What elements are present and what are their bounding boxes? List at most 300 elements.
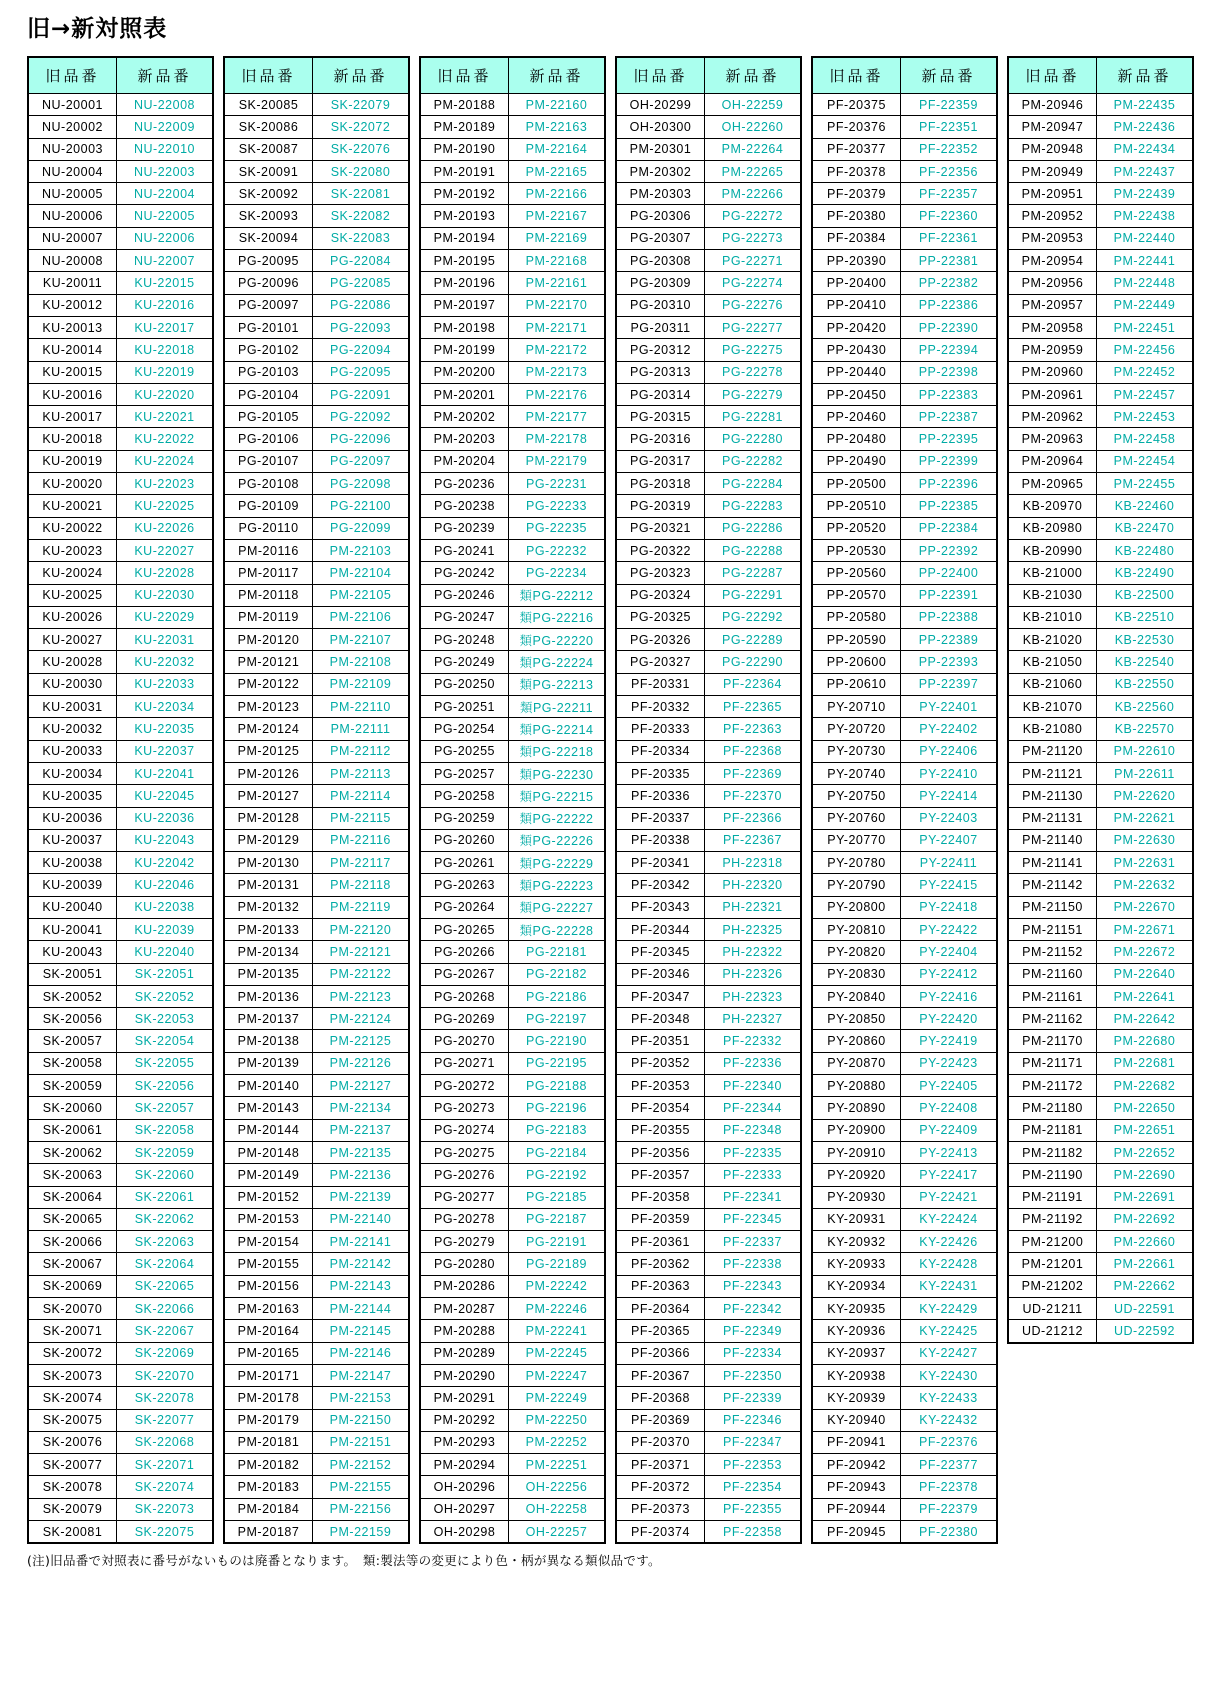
table-row — [812, 1119, 997, 1141]
old-part-number: PM-20964 — [1008, 450, 1097, 472]
old-part-number: SK-20094 — [224, 227, 313, 249]
table-row — [224, 1231, 409, 1253]
header-row — [616, 57, 801, 94]
old-part-number: PM-20148 — [224, 1141, 313, 1163]
table-row — [420, 918, 605, 940]
page-title: 旧→新対照表 — [27, 16, 168, 42]
old-part-number: PM-20946 — [1008, 94, 1097, 116]
old-part-number: KB-21060 — [1008, 673, 1097, 695]
table-row — [224, 1364, 409, 1386]
new-part-number: PF-22333 — [705, 1164, 802, 1186]
new-part-number: KU-22029 — [117, 606, 214, 628]
old-part-number: PM-21121 — [1008, 762, 1097, 784]
new-part-number: PM-22107 — [313, 629, 410, 651]
new-part-number: 類PG-22212 — [509, 584, 606, 606]
old-part-number: PF-20365 — [616, 1320, 705, 1342]
new-part-number: SK-22053 — [117, 1008, 214, 1030]
new-part-number: PG-22085 — [313, 272, 410, 294]
table-row — [420, 1364, 605, 1386]
new-part-number: PM-22118 — [313, 874, 410, 896]
new-part-number: PM-22113 — [313, 762, 410, 784]
old-part-number: PF-20348 — [616, 1008, 705, 1030]
table-row — [28, 696, 213, 718]
old-part-number: PF-20376 — [812, 116, 901, 138]
old-part-number: PG-20319 — [616, 495, 705, 517]
new-part-number: KY-22429 — [901, 1298, 998, 1320]
table-row — [1008, 227, 1193, 249]
table-row — [1008, 762, 1193, 784]
table-row — [224, 1208, 409, 1230]
new-part-number: KB-22500 — [1097, 584, 1194, 606]
new-part-number: PM-22265 — [705, 160, 802, 182]
new-part-number: PG-22231 — [509, 473, 606, 495]
old-part-number: PM-20179 — [224, 1409, 313, 1431]
new-part-number: KU-22035 — [117, 718, 214, 740]
old-part-number: PM-20117 — [224, 562, 313, 584]
old-part-number: PG-20246 — [420, 584, 509, 606]
new-part-number: PP-22384 — [901, 517, 998, 539]
new-part-number: PH-22320 — [705, 874, 802, 896]
new-part-number: PM-22241 — [509, 1320, 606, 1342]
old-part-number: PY-20920 — [812, 1164, 901, 1186]
table-row — [812, 1164, 997, 1186]
new-part-number: PG-22186 — [509, 985, 606, 1007]
new-part-number: PM-22139 — [313, 1186, 410, 1208]
new-part-number: PH-22323 — [705, 985, 802, 1007]
old-part-number: PF-20371 — [616, 1454, 705, 1476]
table-row — [616, 1275, 801, 1297]
old-part-number: KU-20016 — [28, 383, 117, 405]
new-part-number: PM-22170 — [509, 294, 606, 316]
new-part-number: PM-22680 — [1097, 1030, 1194, 1052]
table-row — [224, 250, 409, 272]
old-part-number: PF-20373 — [616, 1498, 705, 1520]
table-row — [812, 160, 997, 182]
old-part-number: PM-20140 — [224, 1075, 313, 1097]
new-part-number: PM-22152 — [313, 1454, 410, 1476]
table-row — [420, 495, 605, 517]
old-part-number: KU-20034 — [28, 762, 117, 784]
old-part-number: PF-20354 — [616, 1097, 705, 1119]
table-row — [1008, 963, 1193, 985]
table-row — [28, 1141, 213, 1163]
old-part-number: PM-20302 — [616, 160, 705, 182]
new-part-number: PM-22137 — [313, 1119, 410, 1141]
new-part-number: PG-22098 — [313, 473, 410, 495]
new-part-number-header: 新品番 — [1097, 57, 1194, 94]
table-row — [812, 1097, 997, 1119]
table-row — [224, 651, 409, 673]
table-row — [1008, 361, 1193, 383]
old-part-number: PF-20363 — [616, 1275, 705, 1297]
new-part-number: SK-22055 — [117, 1052, 214, 1074]
new-part-number: PM-22435 — [1097, 94, 1194, 116]
table-row — [1008, 1186, 1193, 1208]
table-row — [224, 762, 409, 784]
new-part-number: PM-22143 — [313, 1275, 410, 1297]
table-row — [616, 1097, 801, 1119]
table-row — [420, 874, 605, 896]
table-row — [616, 785, 801, 807]
table-row — [28, 562, 213, 584]
table-row — [28, 361, 213, 383]
old-part-number: PG-20102 — [224, 339, 313, 361]
old-part-number: PM-21201 — [1008, 1253, 1097, 1275]
new-part-number: PF-22343 — [705, 1275, 802, 1297]
old-part-number: PM-20149 — [224, 1164, 313, 1186]
new-part-number: SK-22070 — [117, 1364, 214, 1386]
new-part-number: 類PG-22220 — [509, 629, 606, 651]
new-part-number: PM-22142 — [313, 1253, 410, 1275]
table-row — [616, 762, 801, 784]
old-part-number: PY-20860 — [812, 1030, 901, 1052]
new-part-number: KU-22046 — [117, 874, 214, 896]
old-part-number: SK-20072 — [28, 1342, 117, 1364]
table-row — [1008, 1097, 1193, 1119]
table-row — [28, 606, 213, 628]
old-part-number: PF-20336 — [616, 785, 705, 807]
old-part-number: PG-20264 — [420, 896, 509, 918]
old-part-number: PP-20590 — [812, 629, 901, 651]
new-part-number: PM-22168 — [509, 250, 606, 272]
old-part-number: PG-20101 — [224, 316, 313, 338]
old-part-number: PM-20153 — [224, 1208, 313, 1230]
new-part-number: PY-22418 — [901, 896, 998, 918]
table-row — [420, 1342, 605, 1364]
new-part-number: PM-22671 — [1097, 918, 1194, 940]
new-part-number: SK-22051 — [117, 963, 214, 985]
old-part-number: PM-21190 — [1008, 1164, 1097, 1186]
new-part-number: PM-22120 — [313, 918, 410, 940]
old-part-number: PG-20306 — [616, 205, 705, 227]
new-part-number: PM-22106 — [313, 606, 410, 628]
new-part-number: 類PG-22226 — [509, 829, 606, 851]
new-part-number: PF-22376 — [901, 1431, 998, 1453]
old-part-number: PM-20958 — [1008, 316, 1097, 338]
new-part-number: PY-22407 — [901, 829, 998, 851]
new-part-number: PG-22279 — [705, 383, 802, 405]
old-part-number: SK-20081 — [28, 1521, 117, 1544]
old-part-number: PM-20136 — [224, 985, 313, 1007]
old-part-number: PM-20122 — [224, 673, 313, 695]
table-row — [224, 473, 409, 495]
table-row — [812, 227, 997, 249]
new-part-number: PF-22335 — [705, 1141, 802, 1163]
new-part-number: 類PG-22229 — [509, 852, 606, 874]
table-row — [420, 1498, 605, 1520]
old-part-number: PM-20184 — [224, 1498, 313, 1520]
new-part-number: PM-22682 — [1097, 1075, 1194, 1097]
table-row — [224, 629, 409, 651]
old-part-number: PM-20120 — [224, 629, 313, 651]
table-row — [1008, 1208, 1193, 1230]
table-row — [28, 539, 213, 561]
table-row — [812, 606, 997, 628]
footer-note: (注)旧品番で対照表に番号がないものは廃番となります。 類:製法等の変更により色・柄が異なる類似品です。 — [27, 1553, 661, 1569]
table-row — [224, 1030, 409, 1052]
new-part-number: PY-22413 — [901, 1141, 998, 1163]
table-row — [1008, 1298, 1193, 1320]
new-part-number: OH-22260 — [705, 116, 802, 138]
old-part-number: PM-20203 — [420, 428, 509, 450]
new-part-number: KU-22022 — [117, 428, 214, 450]
old-part-number: PG-20110 — [224, 517, 313, 539]
old-part-number: PG-20247 — [420, 606, 509, 628]
old-part-number: SK-20076 — [28, 1431, 117, 1453]
old-part-number: PM-20163 — [224, 1298, 313, 1320]
old-part-number: KY-20934 — [812, 1275, 901, 1297]
old-part-number: PM-20962 — [1008, 406, 1097, 428]
old-part-number: SK-20065 — [28, 1208, 117, 1230]
old-part-number: PM-20290 — [420, 1364, 509, 1386]
table-row — [28, 740, 213, 762]
old-part-number: PF-20361 — [616, 1231, 705, 1253]
old-part-number: PG-20322 — [616, 539, 705, 561]
new-part-number: PM-22141 — [313, 1231, 410, 1253]
new-part-number: KU-22042 — [117, 852, 214, 874]
old-part-number: PM-20156 — [224, 1275, 313, 1297]
old-part-number: PM-21151 — [1008, 918, 1097, 940]
old-part-number: PM-20119 — [224, 606, 313, 628]
table-row — [616, 272, 801, 294]
old-part-number: NU-20007 — [28, 227, 117, 249]
new-part-number: PM-22662 — [1097, 1275, 1194, 1297]
old-part-number: KY-20932 — [812, 1231, 901, 1253]
new-part-number: KU-22039 — [117, 918, 214, 940]
new-part-number: PM-22650 — [1097, 1097, 1194, 1119]
new-part-number: KU-22026 — [117, 517, 214, 539]
new-part-number: NU-22005 — [117, 205, 214, 227]
old-part-number: PP-20580 — [812, 606, 901, 628]
table-row — [1008, 918, 1193, 940]
new-part-number: KU-22021 — [117, 406, 214, 428]
new-part-number: PF-22366 — [705, 807, 802, 829]
old-part-number: PG-20317 — [616, 450, 705, 472]
table-row — [420, 1521, 605, 1544]
table-row — [420, 450, 605, 472]
table-row — [616, 740, 801, 762]
new-part-number: PM-22126 — [313, 1052, 410, 1074]
new-part-number: KB-22480 — [1097, 539, 1194, 561]
new-part-number: SK-22071 — [117, 1454, 214, 1476]
new-part-number: KU-22023 — [117, 473, 214, 495]
new-part-number: PP-22395 — [901, 428, 998, 450]
new-part-number: PF-22355 — [705, 1498, 802, 1520]
old-part-number: SK-20087 — [224, 138, 313, 160]
table-row — [812, 1476, 997, 1498]
new-part-number: KU-22024 — [117, 450, 214, 472]
table-row — [616, 517, 801, 539]
old-part-number: KY-20933 — [812, 1253, 901, 1275]
new-part-number: KY-22430 — [901, 1364, 998, 1386]
table-row — [616, 1409, 801, 1431]
table-row — [28, 450, 213, 472]
new-part-number: KU-22019 — [117, 361, 214, 383]
table-row — [28, 584, 213, 606]
table-row — [812, 896, 997, 918]
table-row — [28, 807, 213, 829]
table-row — [28, 294, 213, 316]
new-part-number: KB-22510 — [1097, 606, 1194, 628]
conversion-table-4 — [615, 56, 802, 1544]
new-part-number: SK-22082 — [313, 205, 410, 227]
table-row — [420, 116, 605, 138]
new-part-number: 類PG-22215 — [509, 785, 606, 807]
table-row — [28, 985, 213, 1007]
new-part-number: PF-22357 — [901, 183, 998, 205]
new-part-number: PG-22182 — [509, 963, 606, 985]
new-part-number: PM-22147 — [313, 1364, 410, 1386]
table-row — [616, 539, 801, 561]
table-row — [812, 1275, 997, 1297]
table-row — [420, 829, 605, 851]
table-row — [224, 1097, 409, 1119]
table-row — [420, 205, 605, 227]
old-part-number: OH-20299 — [616, 94, 705, 116]
table-row — [420, 227, 605, 249]
new-part-number: PM-22117 — [313, 852, 410, 874]
old-part-number: PY-20870 — [812, 1052, 901, 1074]
new-part-number: PG-22271 — [705, 250, 802, 272]
old-part-number: PG-20108 — [224, 473, 313, 495]
old-part-number: PM-20951 — [1008, 183, 1097, 205]
table-row — [616, 94, 801, 116]
new-part-number: PF-22369 — [705, 762, 802, 784]
old-part-number: PY-20790 — [812, 874, 901, 896]
table-row — [616, 1298, 801, 1320]
old-part-number: PM-20135 — [224, 963, 313, 985]
new-part-number: PM-22178 — [509, 428, 606, 450]
table-row — [812, 406, 997, 428]
table-row — [28, 918, 213, 940]
table-row — [28, 1097, 213, 1119]
new-part-number: PM-22454 — [1097, 450, 1194, 472]
old-part-number: PM-20193 — [420, 205, 509, 227]
table-row — [224, 138, 409, 160]
old-part-number: PG-20107 — [224, 450, 313, 472]
old-part-number: PF-20364 — [616, 1298, 705, 1320]
table-row — [420, 740, 605, 762]
table-row — [1008, 160, 1193, 182]
table-row — [812, 1320, 997, 1342]
table-row — [616, 1231, 801, 1253]
table-row — [812, 762, 997, 784]
old-part-number: PM-21130 — [1008, 785, 1097, 807]
new-part-number: PG-22273 — [705, 227, 802, 249]
old-part-number: PF-20944 — [812, 1498, 901, 1520]
new-part-number: PM-22109 — [313, 673, 410, 695]
old-part-number: PM-20155 — [224, 1253, 313, 1275]
old-part-number: OH-20297 — [420, 1498, 509, 1520]
new-part-number: PM-22640 — [1097, 963, 1194, 985]
table-row — [224, 673, 409, 695]
new-part-number: KU-22037 — [117, 740, 214, 762]
new-part-number: PM-22121 — [313, 941, 410, 963]
table-row — [1008, 428, 1193, 450]
old-part-number: PF-20332 — [616, 696, 705, 718]
table-row — [1008, 852, 1193, 874]
table-row — [812, 272, 997, 294]
old-part-number: KU-20025 — [28, 584, 117, 606]
old-part-number: PG-20255 — [420, 740, 509, 762]
new-part-number: PG-22188 — [509, 1075, 606, 1097]
old-part-number: KU-20026 — [28, 606, 117, 628]
old-part-number: PG-20327 — [616, 651, 705, 673]
new-part-number: PF-22348 — [705, 1119, 802, 1141]
table-row — [1008, 584, 1193, 606]
old-part-number: PG-20323 — [616, 562, 705, 584]
table-row — [812, 874, 997, 896]
table-row — [1008, 1008, 1193, 1030]
old-part-number: PM-20198 — [420, 316, 509, 338]
new-part-number: 類PG-22228 — [509, 918, 606, 940]
old-part-number: PG-20274 — [420, 1119, 509, 1141]
table-row — [420, 1409, 605, 1431]
new-part-number: SK-22068 — [117, 1431, 214, 1453]
table-row — [420, 1075, 605, 1097]
table-row — [420, 1119, 605, 1141]
old-part-number: PP-20390 — [812, 250, 901, 272]
new-part-number: PM-22115 — [313, 807, 410, 829]
new-part-number: 類PG-22227 — [509, 896, 606, 918]
table-row — [420, 807, 605, 829]
table-row — [28, 874, 213, 896]
old-part-number: PG-20241 — [420, 539, 509, 561]
table-row — [616, 1498, 801, 1520]
new-part-number: PP-22398 — [901, 361, 998, 383]
old-part-number: PM-20965 — [1008, 473, 1097, 495]
old-part-number: PM-20192 — [420, 183, 509, 205]
old-part-number: KU-20024 — [28, 562, 117, 584]
table-row — [28, 1030, 213, 1052]
old-part-number: PM-20948 — [1008, 138, 1097, 160]
old-part-number: KU-20017 — [28, 406, 117, 428]
table-row — [224, 1498, 409, 1520]
table-row — [616, 918, 801, 940]
table-row — [420, 985, 605, 1007]
old-part-number: PF-20942 — [812, 1454, 901, 1476]
table-row — [28, 718, 213, 740]
old-part-number: PF-20335 — [616, 762, 705, 784]
table-row — [420, 963, 605, 985]
old-part-number: KB-21010 — [1008, 606, 1097, 628]
table-row — [616, 160, 801, 182]
new-part-number: PG-22282 — [705, 450, 802, 472]
table-row — [616, 1342, 801, 1364]
new-part-number: PF-22346 — [705, 1409, 802, 1431]
old-part-number: KY-20937 — [812, 1342, 901, 1364]
table-row — [420, 762, 605, 784]
new-part-number: KY-22427 — [901, 1342, 998, 1364]
table-row — [28, 227, 213, 249]
old-part-number: PF-20343 — [616, 896, 705, 918]
table-row — [420, 629, 605, 651]
new-part-number: SK-22078 — [117, 1387, 214, 1409]
new-part-number: PM-22250 — [509, 1409, 606, 1431]
old-part-number: KU-20027 — [28, 629, 117, 651]
new-part-number: SK-22076 — [313, 138, 410, 160]
new-part-number: PM-22681 — [1097, 1052, 1194, 1074]
new-part-number: PM-22611 — [1097, 762, 1194, 784]
new-part-number: PF-22336 — [705, 1052, 802, 1074]
old-part-number: PM-21120 — [1008, 740, 1097, 762]
new-part-number: PG-22197 — [509, 1008, 606, 1030]
table-row — [224, 383, 409, 405]
table-row — [420, 1298, 605, 1320]
old-part-number: PM-20191 — [420, 160, 509, 182]
table-row — [616, 718, 801, 740]
old-part-number: PM-21170 — [1008, 1030, 1097, 1052]
